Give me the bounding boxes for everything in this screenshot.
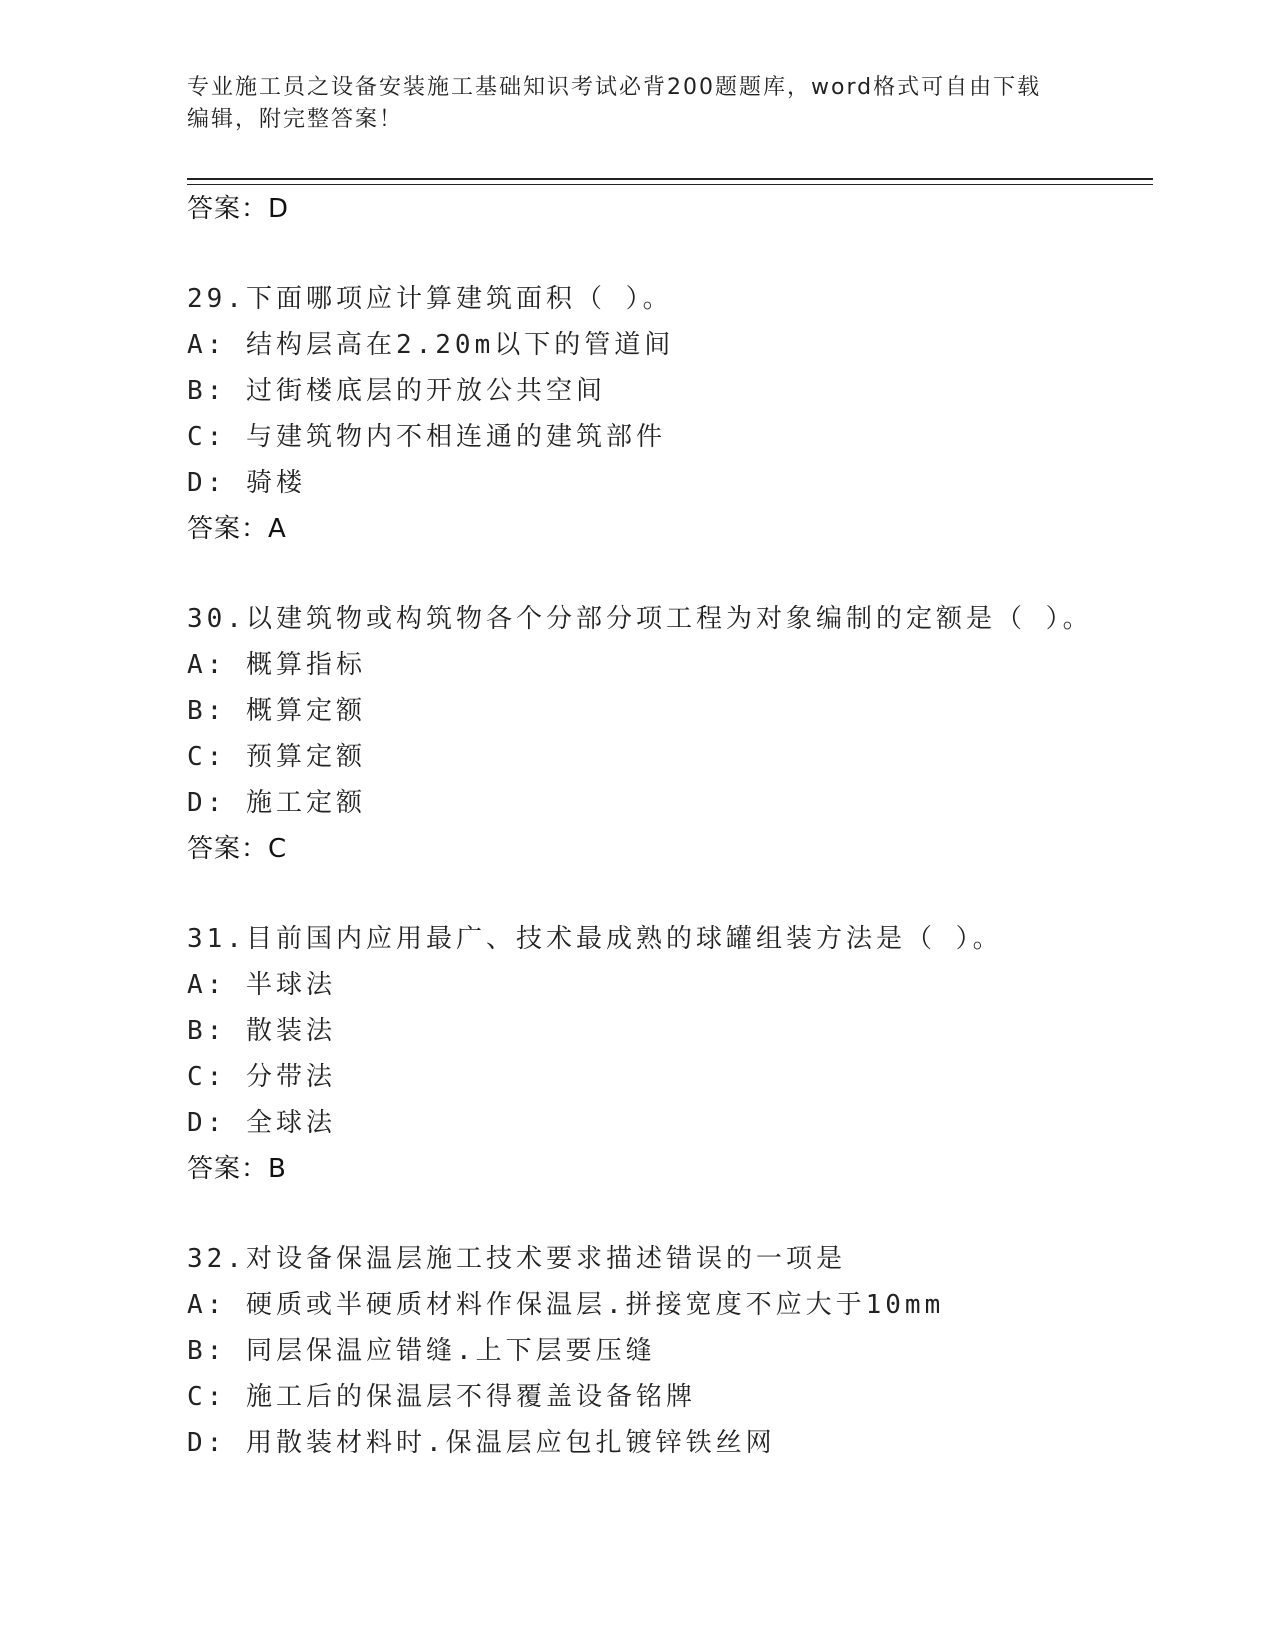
- option-c: C: 与建筑物内不相连通的建筑部件: [187, 422, 666, 452]
- question-stem: 31.目前国内应用最广、技术最成熟的球罐组装方法是（ ）。: [187, 924, 1003, 954]
- header-line-1: 专业施工员之设备安装施工基础知识考试必背200题题库，word格式可自由下载: [187, 75, 1042, 100]
- header-divider-thin: [187, 184, 1153, 185]
- option-b: B: 过街楼底层的开放公共空间: [187, 376, 606, 406]
- option-d: D: 全球法: [187, 1108, 336, 1138]
- header-divider-thick: [187, 178, 1153, 180]
- option-c: C: 施工后的保温层不得覆盖设备铭牌: [187, 1382, 696, 1412]
- question-30: [187, 596, 1153, 872]
- option-a: A: 硬质或半硬质材料作保温层.拼接宽度不应大于10mm: [187, 1290, 945, 1320]
- option-b: B: 同层保温应错缝.上下层要压缝: [187, 1336, 656, 1366]
- answer-30: 答案：C: [187, 834, 288, 864]
- question-stem: 32.对设备保温层施工技术要求描述错误的一项是: [187, 1244, 846, 1274]
- option-b: B: 散装法: [187, 1016, 336, 1046]
- document-header: [187, 72, 1067, 136]
- answer-29: 答案：A: [187, 514, 287, 544]
- question-31: [187, 916, 1153, 1192]
- option-d: D: 骑楼: [187, 468, 306, 498]
- answer-31: 答案：B: [187, 1154, 287, 1184]
- option-d: D: 用散装材料时.保温层应包扎镀锌铁丝网: [187, 1428, 776, 1458]
- header-line-2: 编辑，附完整答案！: [187, 107, 404, 132]
- option-c: C: 分带法: [187, 1062, 336, 1092]
- question-29: [187, 276, 1153, 552]
- question-stem: 30.以建筑物或构筑物各个分部分项工程为对象编制的定额是（ ）。: [187, 604, 1093, 634]
- option-b: B: 概算定额: [187, 696, 366, 726]
- option-a: A: 概算指标: [187, 650, 366, 680]
- question-32: [187, 1236, 1153, 1466]
- option-a: A: 结构层高在2.20m以下的管道间: [187, 330, 675, 360]
- question-list: [187, 186, 1153, 1466]
- option-a: A: 半球法: [187, 970, 336, 1000]
- answer-previous: 答案：D: [187, 194, 290, 224]
- option-c: C: 预算定额: [187, 742, 366, 772]
- option-d: D: 施工定额: [187, 788, 366, 818]
- question-stem: 29.下面哪项应计算建筑面积（ ）。: [187, 284, 673, 314]
